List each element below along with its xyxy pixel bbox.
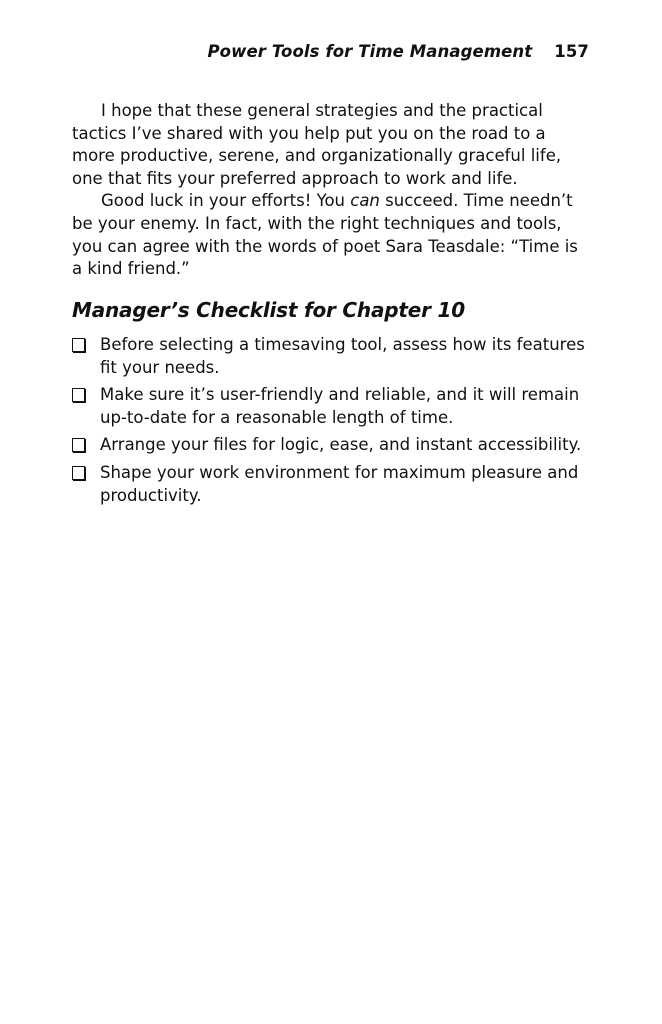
checklist-item	[72, 462, 592, 507]
checklist-item	[72, 434, 592, 457]
checkbox-icon	[72, 466, 85, 480]
paragraph-2-part-1: Good luck in your efforts! You	[101, 191, 351, 211]
emphasis-can: can	[350, 191, 380, 211]
checkbox-icon	[72, 388, 85, 402]
checklist-item-text: Shape your work environment for maximum pleasure and productivity.	[100, 462, 579, 505]
checkbox-icon	[72, 338, 85, 352]
running-header	[207, 42, 589, 61]
paragraph-2	[72, 190, 592, 280]
checklist-item-text: Before selecting a timesaving tool, assess how its features fit your needs.	[100, 335, 585, 377]
checkbox-icon	[72, 438, 85, 452]
paragraph-2-part-2: succeed. Time needn’t be your enemy. In fact, with the right techniques and tools, you can agree with the words of poet Sara Teasdale: “Time is a kind friend.”	[72, 191, 578, 279]
checklist	[72, 334, 592, 512]
checklist-item	[72, 334, 592, 379]
running-title: Power Tools for Time Management	[207, 42, 533, 61]
body-text	[72, 100, 592, 281]
page-number: 157	[554, 42, 589, 61]
checklist-title: Manager’s Checklist for Chapter 10	[72, 298, 465, 322]
checklist-item	[72, 384, 592, 429]
checklist-item-text: Make sure it’s user-friendly and reliable, and it will remain up-to-date for a reasonable length of time.	[100, 385, 580, 427]
paragraph-1: I hope that these general strategies and the practical tactics I’ve shared with you help put you on the road to a more productive, serene, and organizationally graceful life, one that fits your preferred approach to work and life.	[72, 101, 562, 188]
checklist-item-text: Arrange your files for logic, ease, and instant accessibility.	[100, 435, 582, 455]
